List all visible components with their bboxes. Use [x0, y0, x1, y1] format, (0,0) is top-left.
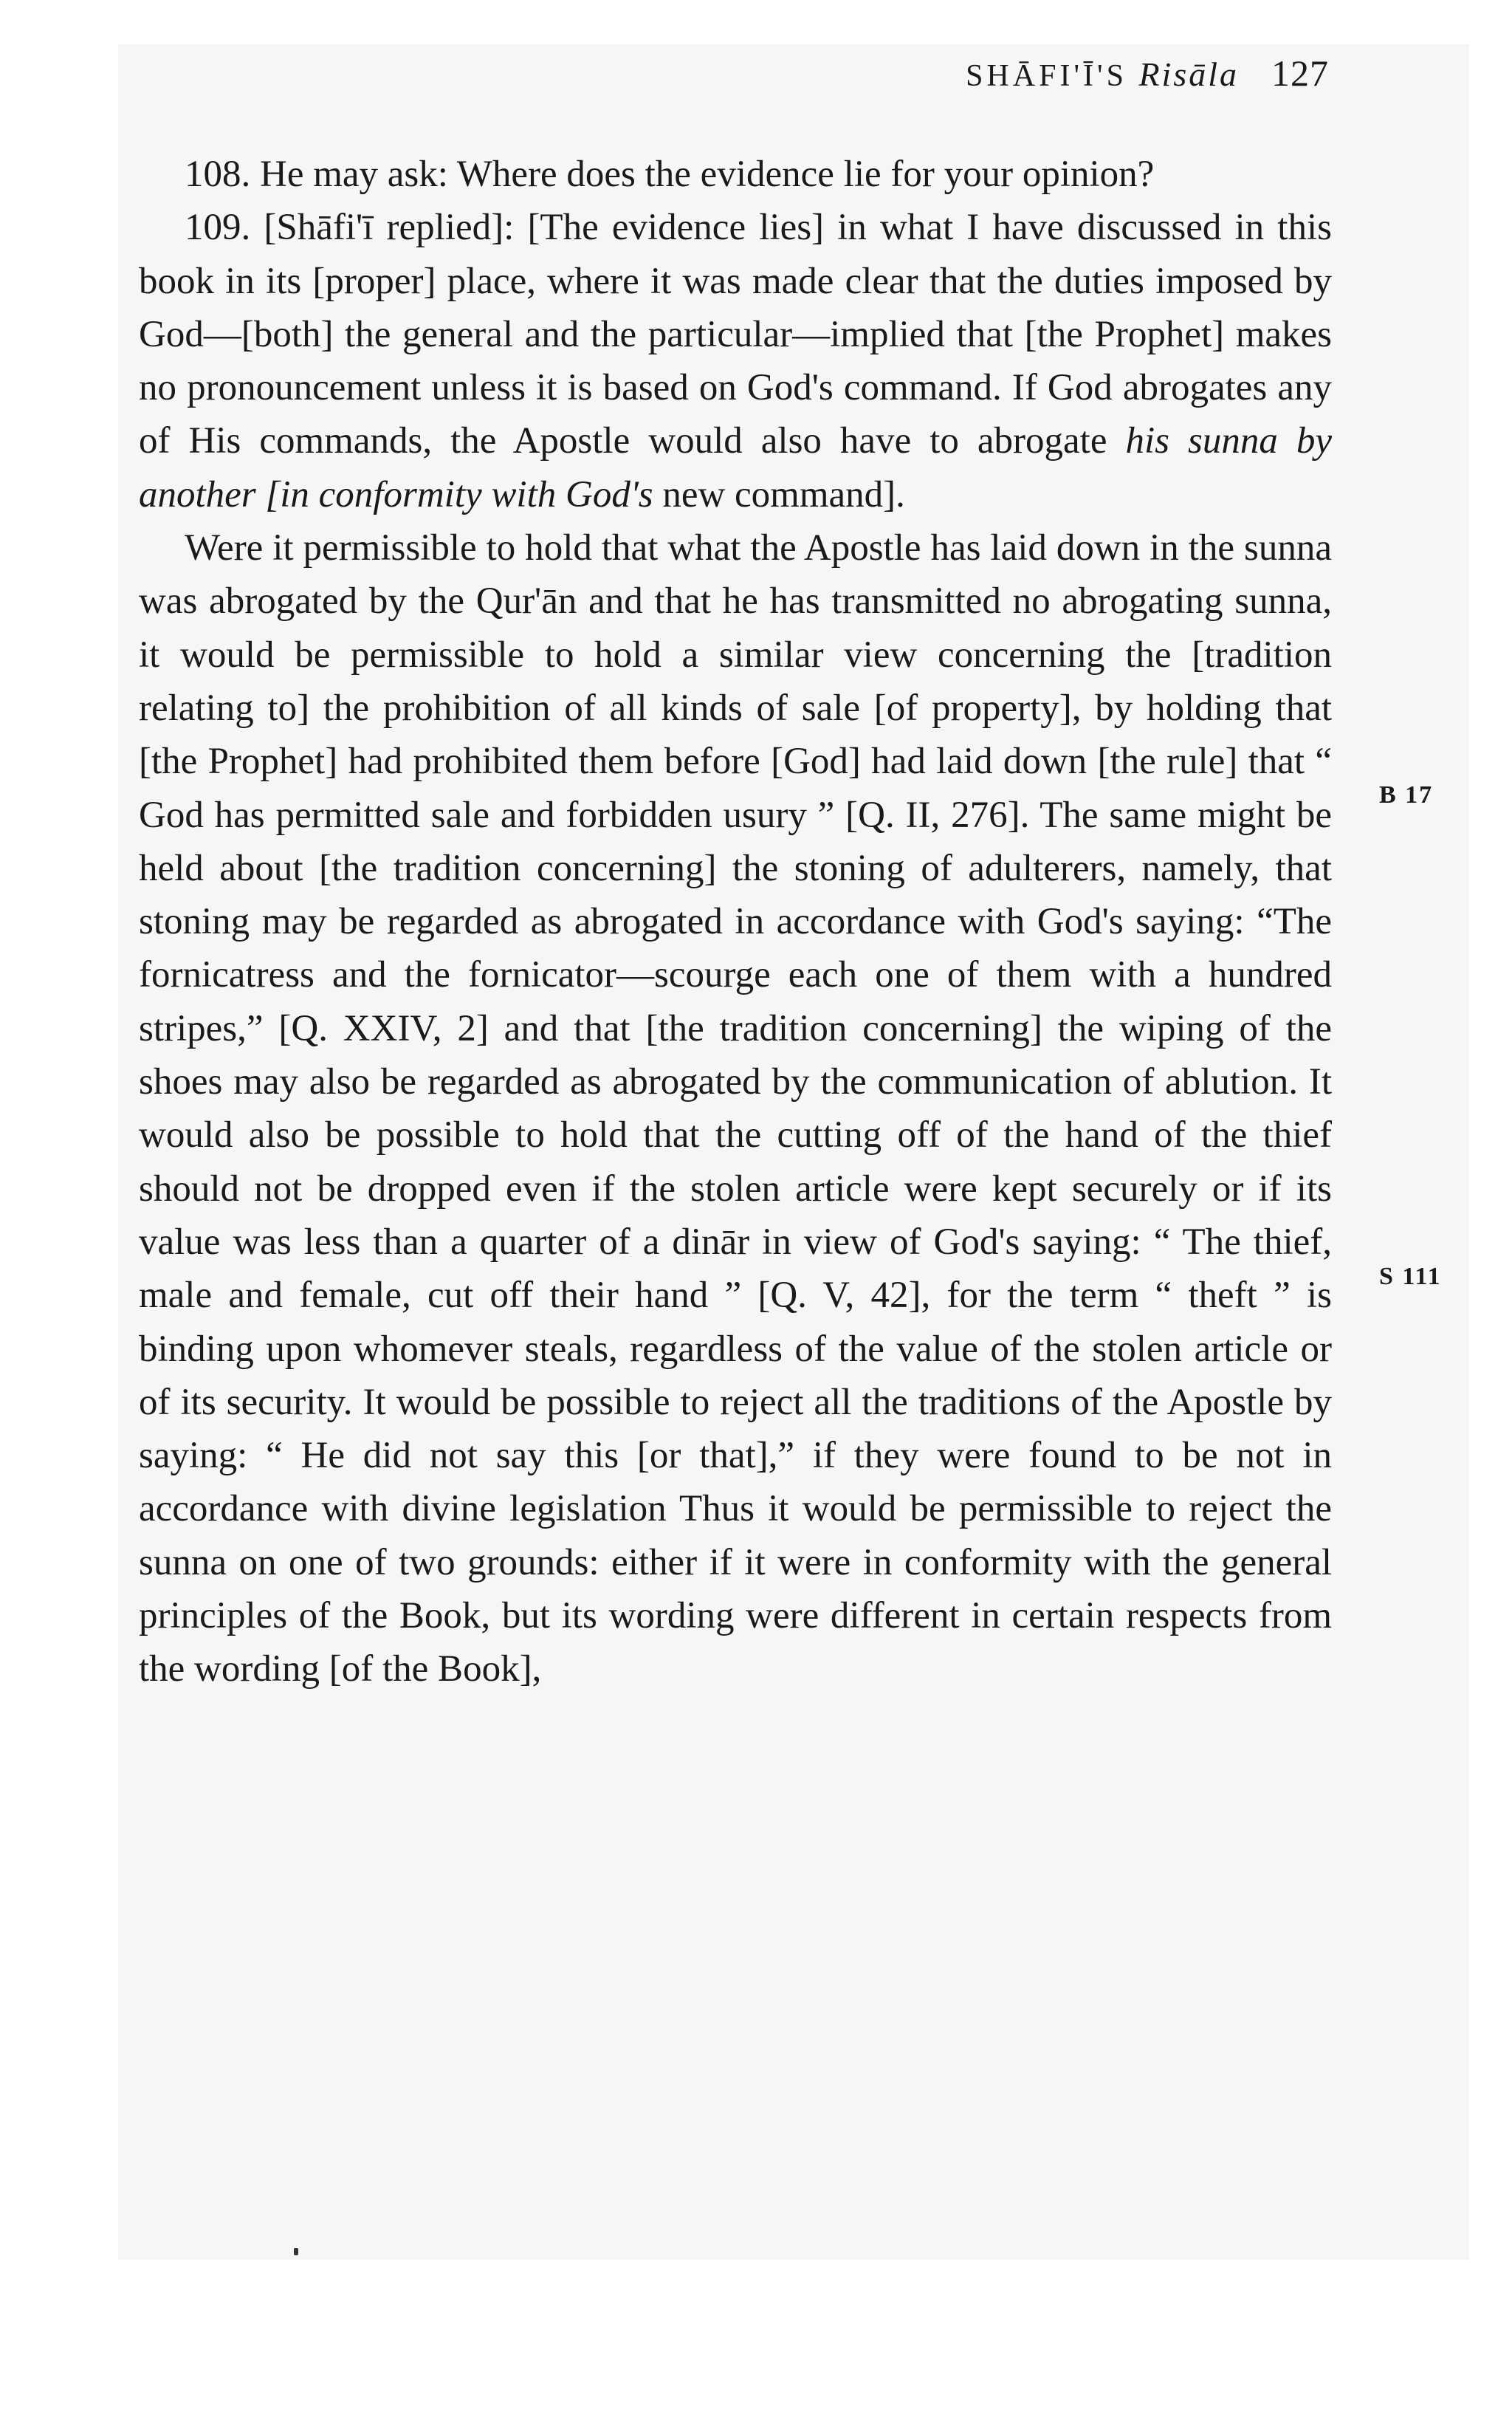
scan-speck — [294, 2248, 298, 2255]
margin-reference-b17: B 17 — [1379, 781, 1434, 809]
paragraph-109 — [139, 201, 1332, 521]
running-header — [797, 52, 1329, 96]
paragraph-109-text-c: new command]. — [653, 473, 905, 515]
paragraph-109-text-a: 109. [Shāfi'ī replied]: [The evidence lies] in what I have discussed in this book in its [proper] place, where it was made clear that the duties imposed by God—[both] the general and the particular—implied that [the Prophet] makes no pronouncement unless it is based on God's command. If God abrogates any of His commands, the Apostle would also have to abrogate — [139, 207, 1332, 462]
paragraph-109-italic: his sunna by another [in conformity with God's — [139, 420, 1333, 515]
page-number: 127 — [1271, 52, 1329, 94]
body-text — [139, 148, 1332, 1696]
running-title-author: SHĀFI'Ī'S — [966, 59, 1127, 93]
paragraph-110: Were it permissible to hold that what the Apostle has laid down in the sunna was abrogated by the Qur'ān and that he has transmitted no abrogating sunna, it would be permissible to hold a similar view concerning the [tradition relating to] the prohibition of all kinds of sale [of property], by holding that [the Prophet] had prohibited them before [God] had laid down [the rule] that “ God has permitted sale and forbidden usury ” [Q. II, 276]. The same might be held about [the tradition concerning] the stoning of adulterers, namely, that stoning may be regarded as abrogated in accordance with God's saying: “The fornicatress and the fornicator—scourge each one of them with a hundred stripes,” [Q. XXIV, 2] and that [the tradition concerning] the wiping of the shoes may also be regarded as abrogated by the communication of ablution. It would also be possible to hold that the cutting off of the hand of the thief should not be dropped even if the stolen article were kept securely or if its value was less than a quarter of a dinār in view of God's saying: “ The thief, male and female, cut off their hand ” [Q. V, 42], for the term “ theft ” is binding upon whomever steals, regardless of the value of the stolen article or of its security. It would be possible to reject all the traditions of the Apostle by saying: “ He did not say this [or that],” if they were found to be not in accordance with divine legislation Thus it would be permissible to reject the sunna on one of two grounds: either if it were in conformity with the general principles of the Book, but its wording were different in certain respects from the wording [of the Book], — [139, 527, 1332, 1690]
running-title — [966, 55, 1239, 94]
running-title-work: Risāla — [1138, 55, 1239, 93]
paragraph-108: 108. He may ask: Where does the evidence lie for your opinion? — [185, 154, 1155, 195]
margin-reference-s111: S 111 — [1379, 1263, 1442, 1290]
